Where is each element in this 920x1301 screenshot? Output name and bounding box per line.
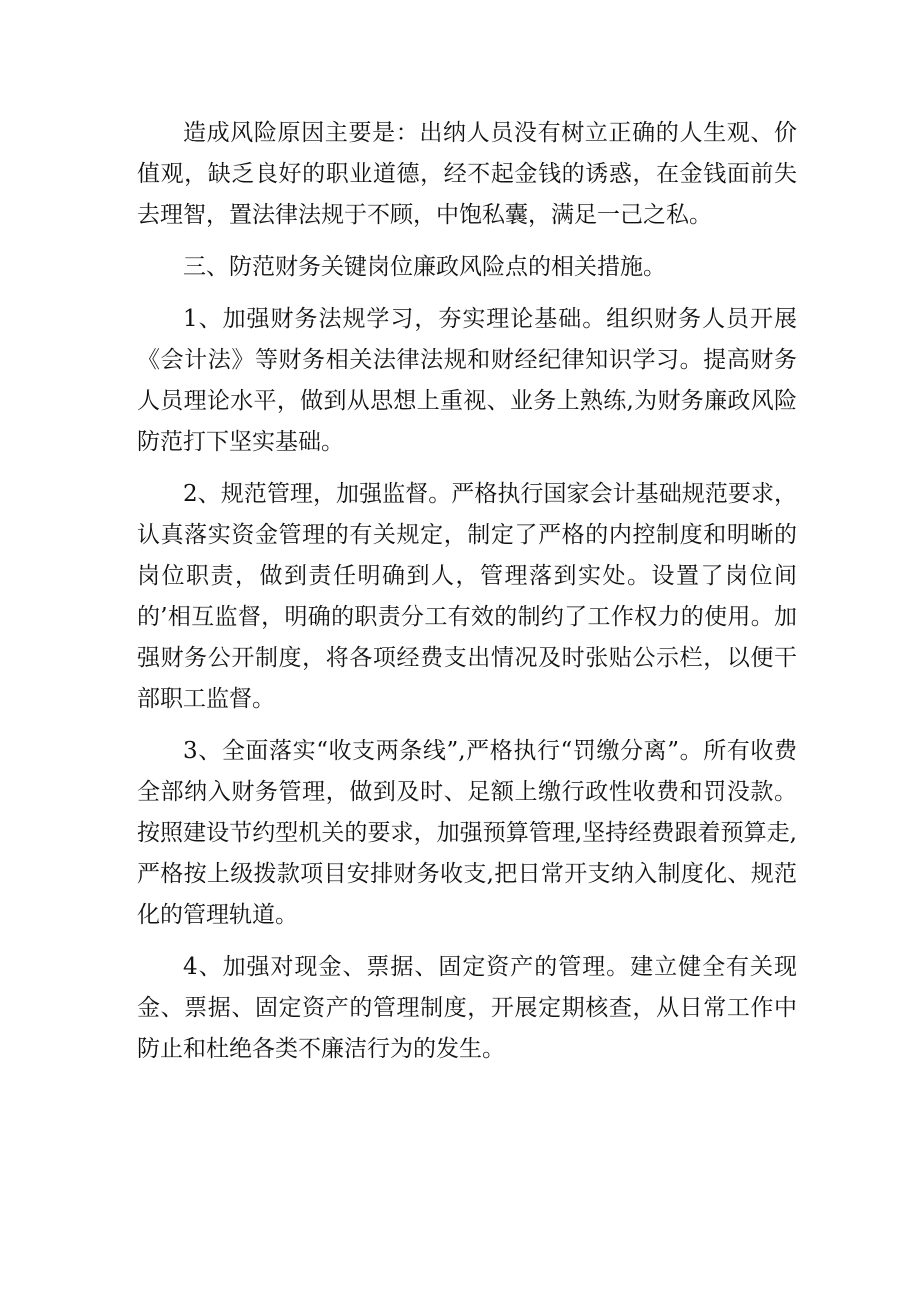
paragraph-measure-3: 3、全面落实“收支两条线”,严格执行“罚缴分离”。所有收费全部纳入财务管理，做到及时、足额上缴行政性收费和罚没款。按照建设节约型机关的要求，加强预算管理,坚持经费跟着预算走,严格按上级拨款项目安排财务收支,把日常开支纳入制度化、规范化的管理轨道。	[137, 738, 797, 928]
paragraph-measure-4: 4、加强对现金、票据、固定资产的管理。建立健全有关现金、票据、固定资产的管理制度，开展定期核查，从日常工作中防止和杜绝各类不廉洁行为的发生。	[137, 954, 797, 1062]
section-heading-measures: 三、防范财务关键岗位廉政风险点的相关措施。	[183, 254, 666, 280]
paragraph-risk-causes: 造成风险原因主要是：出纳人员没有树立正确的人生观、价值观，缺乏良好的职业道德，经不起金钱的诱惑，在金钱面前失去理智，置法律法规于不顾，中饱私囊，满足一己之私。	[137, 120, 797, 228]
paragraph-measure-1: 1、加强财务法规学习，夯实理论基础。组织财务人员开展《会计法》等财务相关法律法规和财经纪律知识学习。提高财务人员理论水平，做到从思想上重视、业务上熟练,为财务廉政风险防范打下坚实基础。	[137, 306, 797, 455]
document-page	[137, 113, 797, 1081]
paragraph-measure-2: 2、规范管理，加强监督。严格执行国家会计基础规范要求，认真落实资金管理的有关规定，制定了严格的内控制度和明晰的岗位职责，做到责任明确到人，管理落到实处。设置了岗位间的’相互监督，明确的职责分工有效的制约了工作权力的使用。加强财务公开制度，将各项经费支出情况及时张贴公示栏，以便干部职工监督。	[137, 481, 797, 712]
